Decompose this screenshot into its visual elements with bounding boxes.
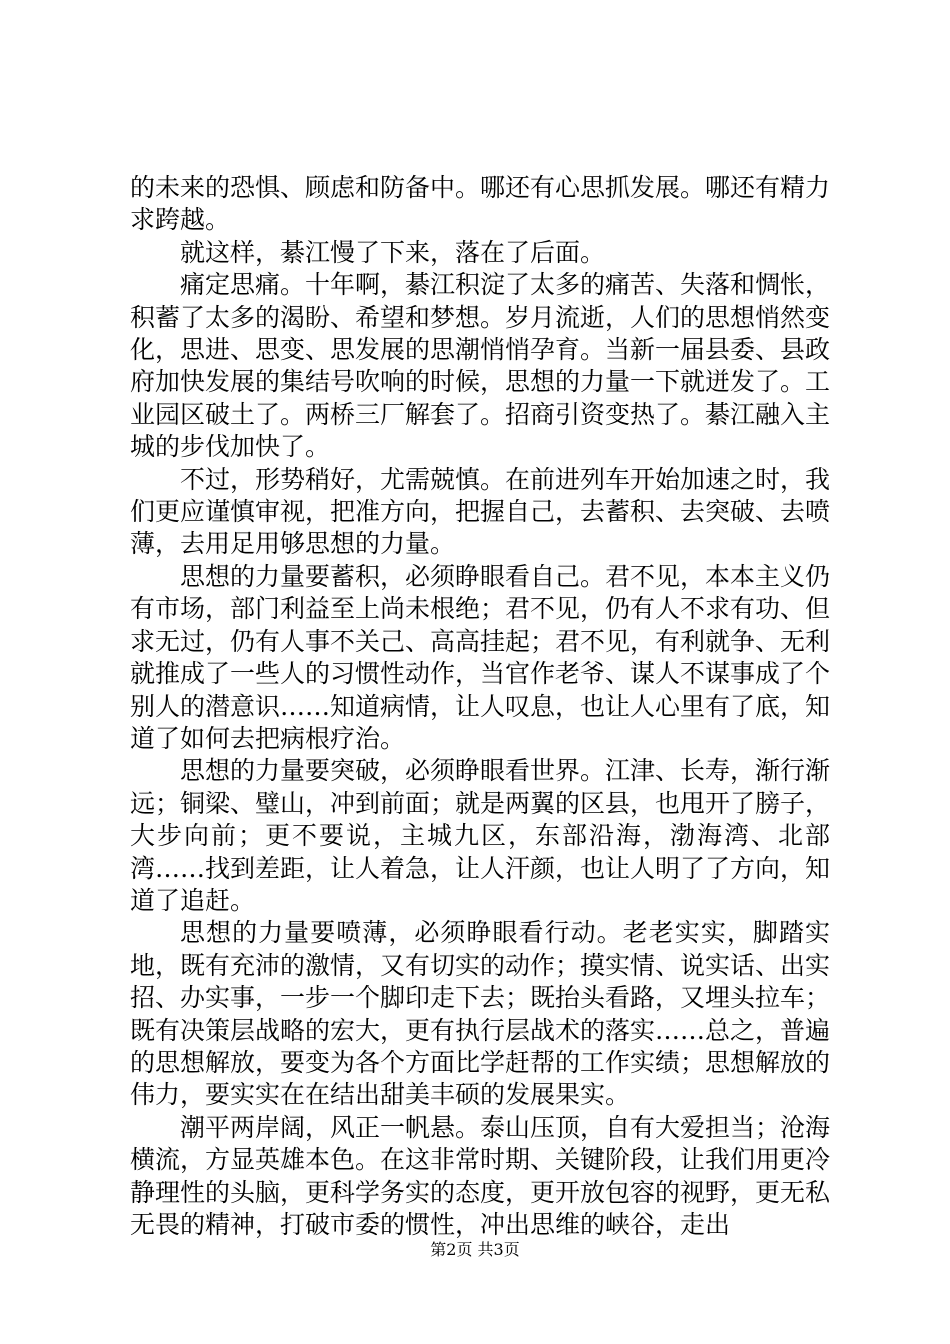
paragraph: 不过，形势稍好，尤需兢慎。在前进列车开始加速之时，我们更应谨慎审视，把准方向，把握自己，去蓄积、去突破、去喷薄，去用足用够思想的力量。 — [130, 464, 831, 559]
paragraph: 思想的力量要蓄积，必须睁眼看自己。君不见，本本主义仍有市场，部门利益至上尚未根绝；君不见，仍有人不求有功、但求无过，仍有人事不关己、高高挂起；君不见，有利就争、无利就推成了一些人的习惯性动作，当官作老爷、谋人不谋事成了个别人的潜意识……知道病情，让人叹息，也让人心里有了底，知道了如何去把病根疗治。 — [130, 561, 831, 753]
page-number-label: 第2页 共3页 — [430, 1240, 520, 1259]
document-body — [130, 172, 830, 1241]
paragraph: 就这样，綦江慢了下来，落在了后面。 — [180, 237, 606, 267]
paragraph: 痛定思痛。十年啊，綦江积淀了太多的痛苦、失落和惆怅，积蓄了太多的渴盼、希望和梦想。岁月流逝，人们的思想悄然变化，思进、思变、思发展的思潮悄悄孕育。当新一届县委、县政府加快发展的集结号吹响的时候，思想的力量一下就迸发了。工业园区破土了。两桥三厂解套了。招商引资变热了。綦江融入主城的步伐加快了。 — [130, 270, 831, 462]
page-footer — [0, 1240, 950, 1260]
paragraph: 思想的力量要突破，必须睁眼看世界。江津、长寿，渐行渐远；铜梁、璧山，冲到前面；就是两翼的区县，也甩开了膀子，大步向前；更不要说，主城九区，东部沿海，渤海湾、北部湾……找到差距，让人着急，让人汗颜，也让人明了了方向，知道了追赶。 — [130, 756, 831, 915]
paragraph: 潮平两岸阔，风正一帆悬。泰山压顶，自有大爱担当；沧海横流，方显英雄本色。在这非常时期、关键阶段，让我们用更冷静理性的头脑，更科学务实的态度，更开放包容的视野，更无私无畏的精神，打破市委的惯性，冲出思维的峡谷，走出 — [130, 1112, 831, 1239]
paragraph-continued: 的未来的恐惧、顾虑和防备中。哪还有心思抓发展。哪还有精力求跨越。 — [130, 173, 831, 235]
paragraph: 思想的力量要喷薄，必须睁眼看行动。老老实实，脚踏实地，既有充沛的激情，又有切实的动作；摸实情、说实话、出实招、办实事，一步一个脚印走下去；既抬头看路，又埋头拉车；既有决策层战略的宏大，更有执行层战术的落实……总之，普遍的思想解放，要变为各个方面比学赶帮的工作实绩；思想解放的伟力，要实实在在结出甜美丰硕的发展果实。 — [130, 918, 831, 1110]
